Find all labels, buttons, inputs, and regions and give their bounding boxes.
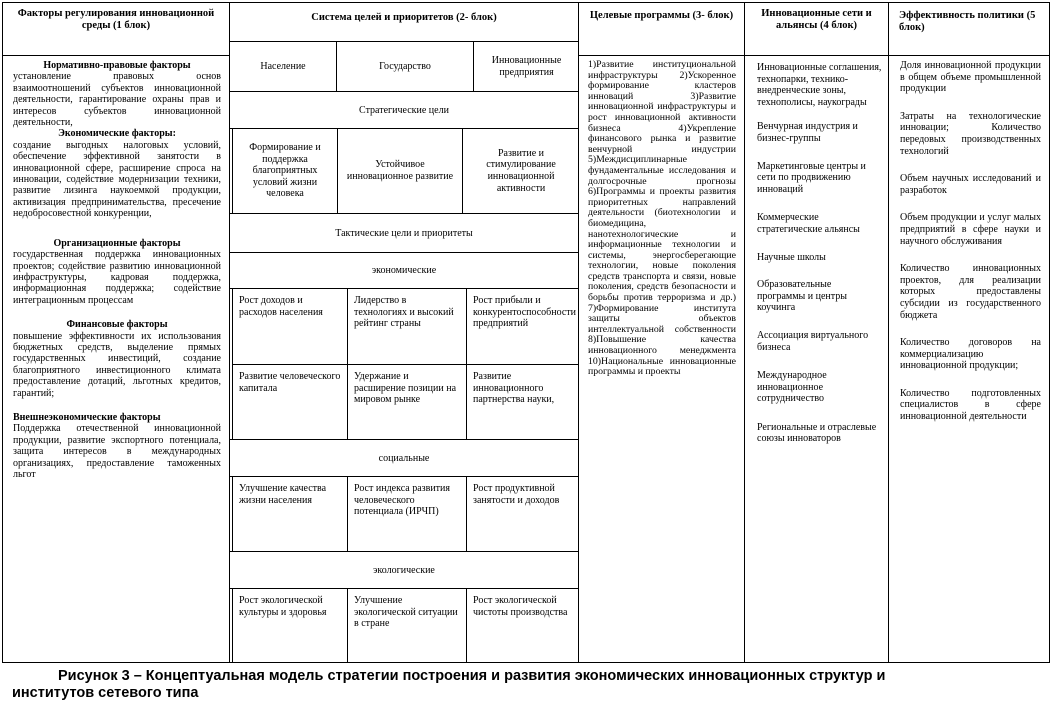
network-item: Региональные и отраслевые союзы инноваторов: [757, 421, 877, 445]
network-item: Маркетинговые центры и сети по продвижению инноваций: [757, 160, 866, 195]
network-item: Международное инновационное сотрудничество: [757, 370, 827, 405]
network-item: Коммерческие стратегические альянсы: [757, 212, 860, 235]
economic-goal: Развитие инновационного партнерства науки,: [466, 364, 579, 440]
economic-goal: Рост прибыли и конкурентоспособности предприятий: [466, 288, 579, 365]
factor-section: [13, 319, 221, 399]
efficiency-item: Количество инновационных проектов, для реализации которых предоставлены субсидии из государственного бюджета: [900, 263, 1041, 321]
network-item: Ассоциация виртуального бизнеса: [757, 329, 869, 353]
ecological-goal: Улучшение экологической ситуации в стране: [347, 588, 467, 663]
network-item: Венчурная индустрия и бизнес-группы: [757, 121, 858, 144]
factor-title: Внешнеэкономические факторы: [13, 411, 161, 423]
tactical-goals-label: Тактические цели и приоритеты: [230, 213, 578, 253]
block3-column: [578, 2, 745, 663]
block4-body: [745, 56, 888, 662]
efficiency-item: Доля инновационной продукции в общем объеме промышленной продукции: [900, 60, 1041, 95]
subject-state: Государство: [336, 41, 474, 92]
ecological-label: экологические: [230, 551, 578, 589]
factor-text: установление правовых основ взаимоотношений субъектов инновационной деятельности, гарантирование охраны прав и интересов субъектов инновационной деятельности,: [13, 71, 221, 129]
caption-line-2: институтов сетевого типа: [12, 685, 199, 701]
strategic-goal: Развитие и стимулирование инновационной активности: [462, 128, 579, 214]
block4-column: [744, 2, 889, 663]
efficiency-item: Количество подготовленных специалистов в сфере инновационной деятельности: [900, 387, 1041, 423]
block4-header: Инновационные сети и альянсы (4 блок): [745, 3, 888, 56]
block2-header: Система целей и приоритетов (2- блок): [230, 3, 578, 42]
economic-label: экономические: [230, 252, 578, 289]
block1-column: [2, 2, 230, 663]
strategic-goals-label: Стратегические цели: [230, 91, 578, 129]
strategic-goal: Устойчивое инновационное развитие: [337, 128, 463, 214]
block2-column: [229, 2, 579, 663]
economic-goal: Рост доходов и расходов населения: [232, 288, 348, 365]
block5-column: [888, 2, 1050, 663]
network-item: Образовательные программы и центры коучинга: [757, 279, 847, 314]
block5-header: Эффективность политики (5 блок): [889, 3, 1049, 56]
factor-text: повышение эффективности их использования бюджетных средств, выделение прямых государственных инвестиций, создание благоприятного инвестиционного климата предоставление дотаций, льготных кредитов, гарантий;: [13, 330, 221, 399]
subject-enterprises: Инновационные предприятия: [473, 41, 579, 92]
block1-body: [3, 56, 229, 662]
economic-goal: Удержание и расширение позиции на мировом рынке: [347, 364, 467, 440]
block3-header: Целевые программы (3- блок): [579, 3, 744, 56]
social-label: социальные: [230, 439, 578, 477]
economic-goal: Лидерство в технологиях и высокий рейтинг страны: [347, 288, 467, 365]
factor-section: [13, 60, 221, 128]
factor-section: [13, 238, 221, 306]
efficiency-item: Объем продукции и услуг малых предприятий в сфере науки и научного обслуживания: [900, 212, 1041, 247]
factor-title: Нормативно-правовые факторы: [43, 60, 191, 71]
factor-title: Организационные факторы: [53, 237, 181, 249]
ecological-goal: Рост экологической культуры и здоровья: [232, 588, 348, 663]
social-goal: Улучшение качества жизни населения: [232, 476, 348, 552]
social-goal: Рост продуктивной занятости и доходов: [466, 476, 579, 552]
subject-population: Население: [229, 41, 337, 92]
factor-title: Финансовые факторы: [66, 319, 168, 331]
block3-programs: 1)Развитие институциональной инфраструктуры 2)Ускоренное формирование кластеров инноваций 3)Развитие инновационной инфраструктуры и рост инновационной активности бизнеса 4)Укрепление финансового рынка и развитие венчурной индустрии 5)Междисциплинарные фундаментальные исследования и долгосрочные прогнозы 6)Программы и проекты развития приоритетных направлений деятельности (биотехнологии и биомедицина, нанотехнологические и информационные технологии и системы, энергосберегающие технологии, новые поколения средств транспорта и связи, новые поколения, средств безопасности и борьбы против терроризма и др.) 7)Формирование института защиты объектов интеллектуальной собственности 8)Повышение качества инновационного менеджмента 10)Национальные инновационные программы и проекты: [588, 59, 736, 378]
network-item: Инновационные соглашения, технопарки, технико-внедренческие зоны, технополисы, наукограды: [757, 62, 882, 108]
network-item: Научные школы: [757, 251, 826, 263]
caption-line-1: Рисунок 3 – Концептуальная модель стратегии построения и развития экономических инновационных структур и: [58, 668, 886, 684]
strategic-goal: Формирование и поддержка благоприятных условий жизни человека: [232, 128, 338, 214]
figure-caption: [0, 668, 1053, 702]
factor-text: создание выгодных налоговых условий, обеспечение эффективной занятости в инновационной сфере, расширение спроса на инновации, содействие модернизации техники, развитие лизинга наукоемкой продукции, активизация предпринимательства, пресечение недобросовестной конкуренции,: [13, 139, 221, 220]
economic-goal: Развитие человеческого капитала: [232, 364, 348, 440]
block5-body: [889, 56, 1049, 662]
ecological-goal: Рост экологической чистоты производства: [466, 588, 579, 663]
social-goal: Рост индекса развития человеческого потенциала (ИРЧП): [347, 476, 467, 552]
factor-title: Экономические факторы:: [58, 128, 176, 140]
factor-text: Поддержка отечественной инновационной продукции, развитие экспортного потенциала, защита интересов в международных организациях, предоставление таможенных льгот: [13, 423, 221, 480]
factor-section: [13, 412, 221, 480]
factor-section: [13, 128, 221, 219]
factor-text: государственная поддержка инновационных проектов; содействие развитию инновационной инфраструктуры, кадровая поддержка, информационная поддержка; содействие интеграционным процессам: [13, 249, 221, 306]
efficiency-item: Затраты на технологические инновации; Количество передовых производственных технологий: [900, 110, 1041, 157]
efficiency-item: Количество договоров на коммерциализацию инновационной продукции;: [900, 337, 1041, 372]
block1-header: Факторы регулирования инновационной среды (1 блок): [3, 3, 229, 56]
efficiency-item: Объем научных исследований и разработок: [900, 173, 1041, 196]
